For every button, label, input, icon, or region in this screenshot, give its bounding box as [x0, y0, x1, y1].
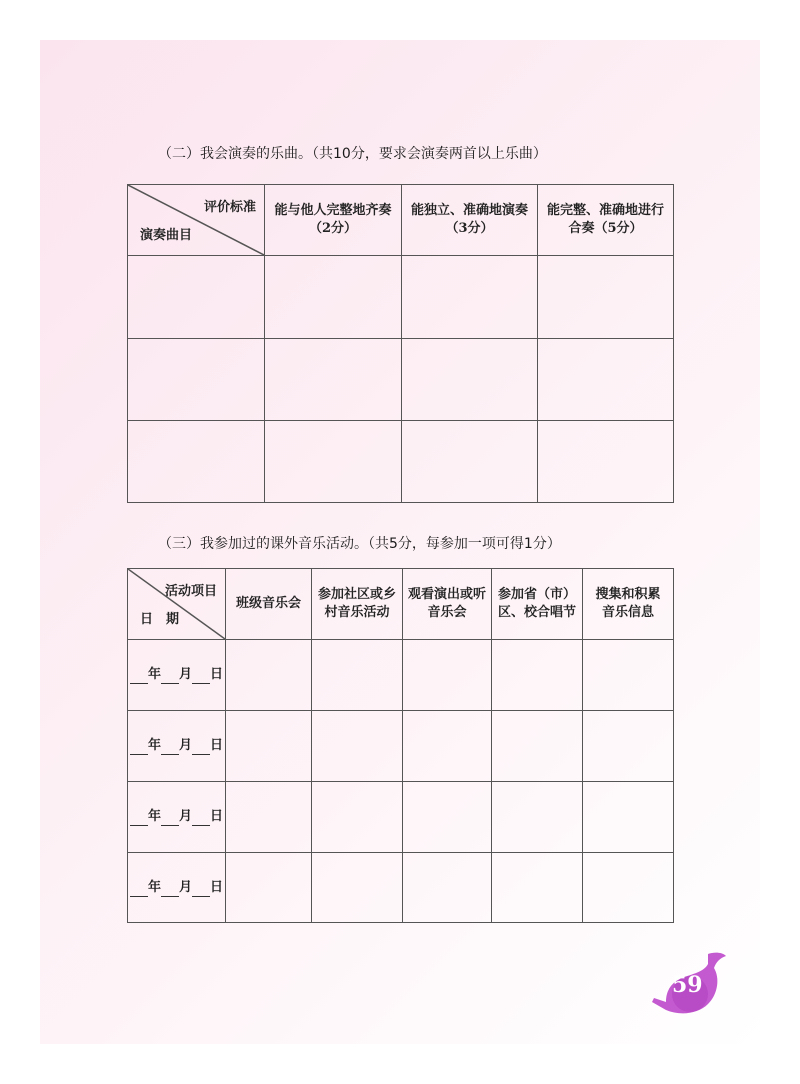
column-header [312, 569, 403, 640]
column-header [583, 569, 674, 640]
table-cell[interactable] [538, 339, 674, 421]
corner-header-cell [128, 569, 226, 640]
column-header-line: 能独立、准确地演奏 [410, 203, 528, 218]
table-cell[interactable] [583, 782, 674, 853]
column-header-line: 合奏（5分） [568, 221, 643, 236]
column-header-line: （2分） [308, 221, 358, 236]
page-number: 59 [672, 972, 703, 998]
table-cell[interactable] [226, 711, 312, 782]
table-cell[interactable] [402, 339, 538, 421]
column-header [403, 569, 492, 640]
table-cell[interactable] [312, 782, 403, 853]
table-cell[interactable] [128, 339, 265, 421]
table-cell[interactable] [583, 640, 674, 711]
table-cell[interactable] [265, 339, 402, 421]
page-number-badge [648, 950, 730, 1018]
table-cell[interactable] [403, 640, 492, 711]
table-cell[interactable] [492, 711, 583, 782]
date-cell[interactable]: 年 月 日 [128, 782, 226, 853]
table-cell[interactable] [312, 711, 403, 782]
date-cell[interactable]: 年 月 日 [128, 640, 226, 711]
column-header-line: 搜集和积累 [595, 587, 661, 602]
column-header [402, 185, 538, 256]
table-cell[interactable] [402, 421, 538, 503]
table-cell[interactable] [402, 256, 538, 339]
table-row [128, 256, 674, 339]
table-cell[interactable] [492, 640, 583, 711]
column-header-line: 参加省（市） [497, 587, 576, 602]
table-cell[interactable] [403, 711, 492, 782]
corner-header-cell [128, 185, 265, 256]
section-3-title: （三）我参加过的课外音乐活动。（共5分，每参加一项可得1分） [158, 536, 561, 552]
column-header [492, 569, 583, 640]
table-row [128, 853, 674, 923]
table-cell[interactable] [128, 421, 265, 503]
date-cell[interactable]: 年 月 日 [128, 853, 226, 923]
table-cell[interactable] [403, 853, 492, 923]
column-header-line: 村音乐活动 [324, 605, 390, 620]
column-header [538, 185, 674, 256]
section-2-title: （二）我会演奏的乐曲。（共10分，要求会演奏两首以上乐曲） [158, 146, 547, 162]
column-header-line: 音乐信息 [601, 605, 654, 620]
table-cell[interactable] [583, 711, 674, 782]
column-header-line: 音乐会 [427, 605, 467, 620]
table-cell[interactable] [403, 782, 492, 853]
activity-table [127, 568, 674, 923]
table-cell[interactable] [265, 256, 402, 339]
table-cell[interactable] [128, 256, 265, 339]
table-row [128, 711, 674, 782]
column-header-line: 能与他人完整地齐奏 [274, 203, 392, 218]
table-cell[interactable] [265, 421, 402, 503]
date-cell[interactable]: 年 月 日 [128, 711, 226, 782]
corner-top-label: 评价标准 [203, 200, 256, 215]
corner-bottom-label: 演奏曲目 [140, 228, 193, 243]
table-row [128, 782, 674, 853]
table-cell[interactable] [538, 421, 674, 503]
column-header [226, 569, 312, 640]
column-header-line: （3分） [445, 221, 494, 236]
column-header-line: 参加社区或乡 [317, 587, 396, 602]
column-header-line: 区、校合唱节 [497, 605, 576, 620]
table-cell[interactable] [226, 782, 312, 853]
table-row [128, 339, 674, 421]
column-header-line: 班级音乐会 [235, 596, 301, 611]
table-cell[interactable] [583, 853, 674, 923]
table-cell[interactable] [492, 782, 583, 853]
table-row [128, 640, 674, 711]
corner-bottom-label: 日 期 [140, 612, 180, 627]
table-cell[interactable] [226, 853, 312, 923]
column-header-line: 能完整、准确地进行 [546, 203, 664, 218]
table-cell[interactable] [538, 256, 674, 339]
table-row [128, 421, 674, 503]
table-cell[interactable] [312, 640, 403, 711]
column-header [265, 185, 402, 256]
column-header-line: 观看演出或听 [407, 587, 486, 602]
table-cell[interactable] [312, 853, 403, 923]
corner-top-label: 活动项目 [164, 584, 217, 599]
performance-table [127, 184, 674, 503]
table-cell[interactable] [492, 853, 583, 923]
table-cell[interactable] [226, 640, 312, 711]
